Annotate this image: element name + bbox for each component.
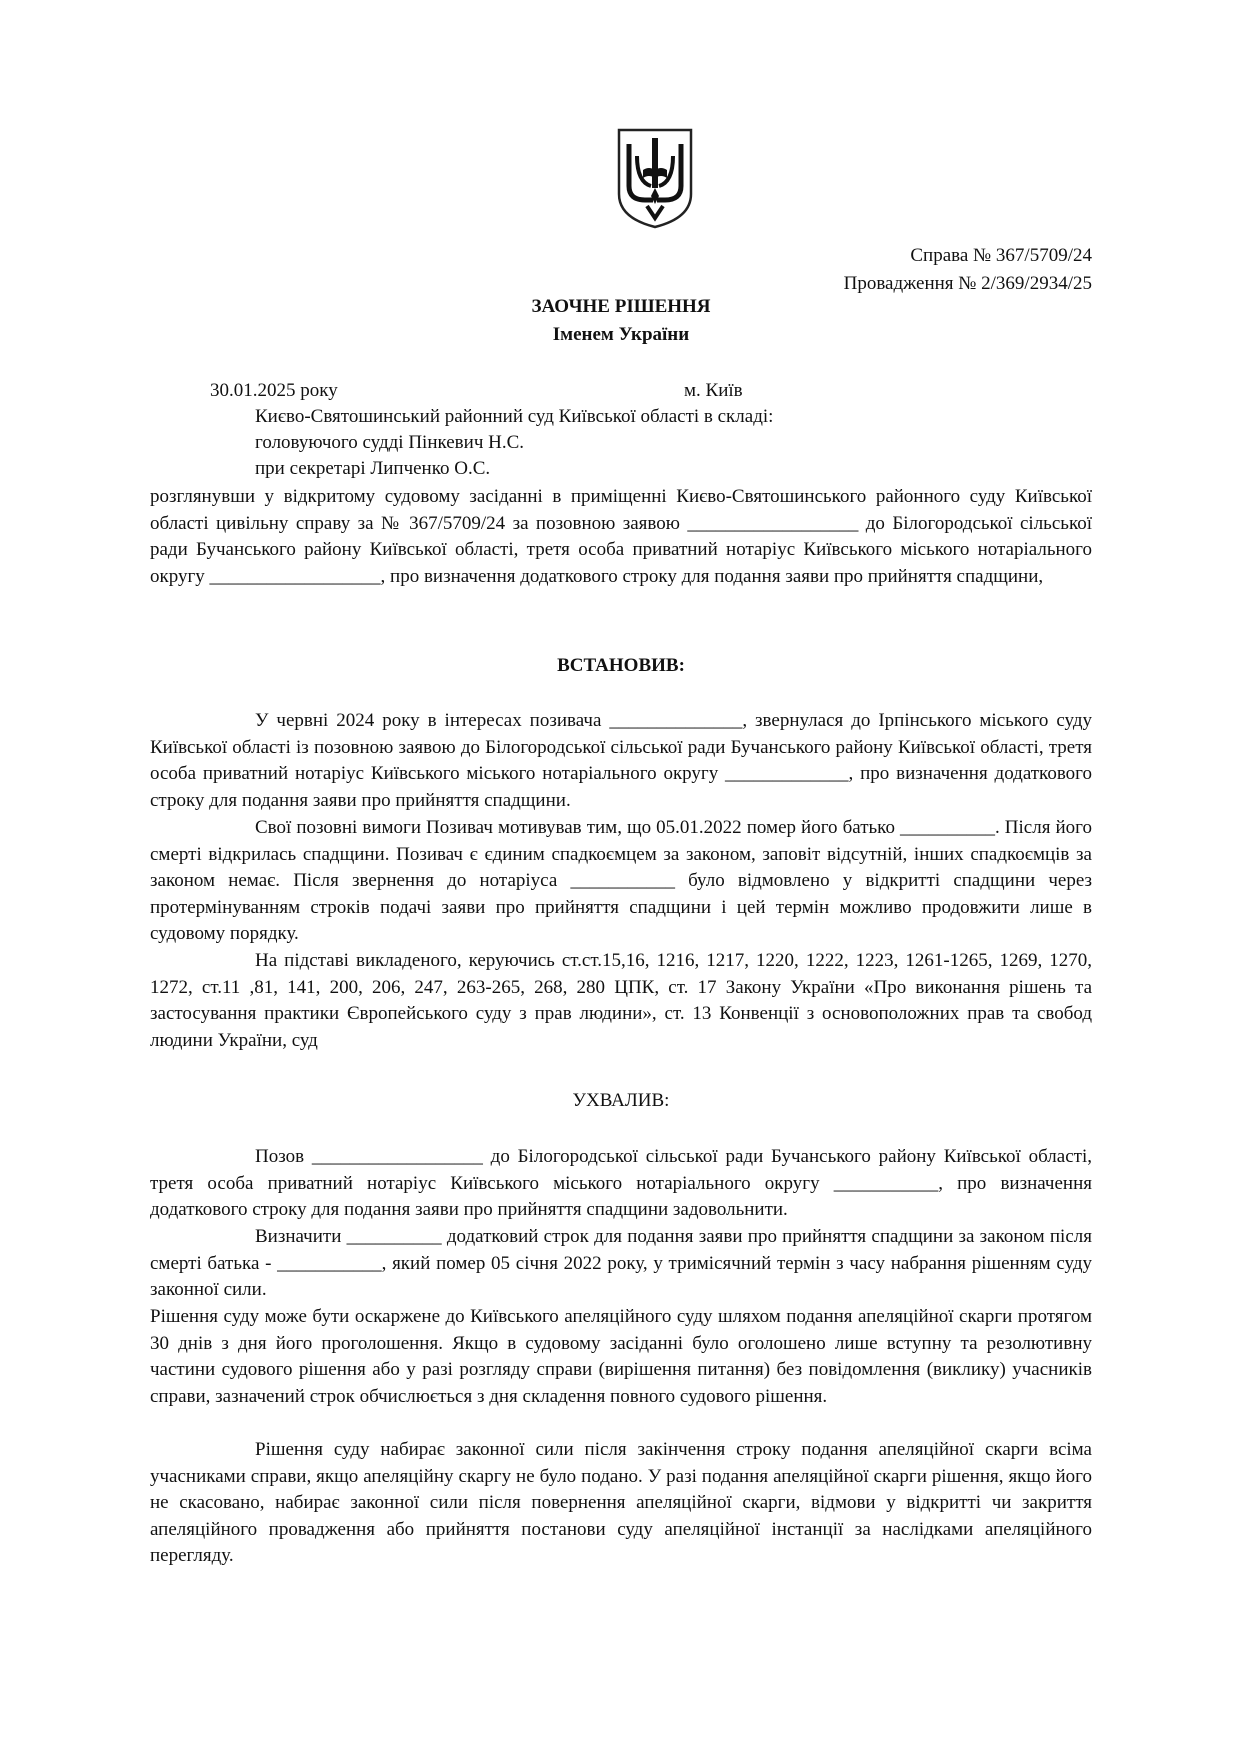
- decision-city: м. Київ: [684, 380, 743, 401]
- established-paragraph: У червні 2024 року в інтересах позивача ______________, звернулася до Ірпінського міського суду Київської області із позовною заявою до Білогородської сільської ради Бучанського району Київської області, третя особа приватний нотаріус Київського міського нотаріального округу _____________, про визначення додаткового строку для подання заяви про прийняття спадщини.: [150, 710, 1092, 811]
- established-paragraph: На підставі викладеного, керуючись ст.ст.15,16, 1216, 1217, 1220, 1222, 1223, 1261-1265, 1269, 1270, 1272, ст.11 ,81, 141, 200, 206, 247, 263-265, 268, 280 ЦПК, ст. 17 Закону України «Про виконання рішень та застосування практики Європейського суду з прав людини», ст. 13 Конвенції з основоположних прав та свобод людини України, суд: [150, 950, 1092, 1051]
- presiding-judge: головуючого судді Пінкевич Н.С.: [255, 432, 525, 453]
- resolved-heading: УХВАЛИВ:: [572, 1090, 670, 1111]
- court-secretary: при секретарі Липченко О.С.: [255, 458, 491, 479]
- resolved-paragraph: Визначити __________ додатковий строк для подання заяви про прийняття спадщини за законом після смерті батька - ___________, який помер 05 січня 2022 року, у тримісячний термін з часу набрання рішенням суду законної сили.: [150, 1226, 1092, 1300]
- case-number: Справа № 367/5709/24: [910, 245, 1092, 266]
- resolved-paragraph: Рішення суду набирає законної сили після закінчення строку подання апеляційної скарги всіма учасниками справи, якщо апеляційну скаргу не було подано. У разі подання апеляційної скарги рішення, якщо його не скасовано, набирає законної сили після повернення апеляційної скарги, відмови у відкритті чи закриття апеляційного провадження або прийняття постанови суду апеляційної інстанції за наслідками апеляційного перегляду.: [150, 1439, 1092, 1566]
- document-subtitle: Іменем України: [552, 324, 690, 345]
- established-heading: ВСТАНОВИВ:: [557, 655, 685, 676]
- resolved-paragraph: Позов __________________ до Білогородської сільської ради Бучанського району Київської області, третя особа приватний нотаріус Київського міського нотаріального округу ___________, про визначення додаткового строку для подання заяви про прийняття спадщини задовольнити.: [150, 1146, 1092, 1220]
- established-paragraph: Свої позовні вимоги Позивач мотивував тим, що 05.01.2022 помер його батько __________. Після його смерті відкрилась спадщини. Позивач є єдиним спадкоємцем за законом, заповіт відсутній, інших спадкоємців за законом немає. Після звернення до нотаріуса ___________ було відмовлено у відкритті спадщини через протермінуванням строків подачі заяви про прийняття спадщини і цей термін можливо продовжити лише в судовому порядку.: [150, 817, 1092, 944]
- intro-paragraph: розглянувши у відкритому судовому засіданні в приміщенні Києво-Святошинського районного суду Київської області цивільну справу за № 367/5709/24 за позовною заявою __________________ до Білогородської сільської ради Бучанського району Київської області, третя особа приватний нотаріус Київського міського нотаріального округу __________________, про визначення додаткового строку для подання заяви про прийняття спадщини,: [150, 486, 1092, 587]
- document-title: ЗАОЧНЕ РІШЕННЯ: [531, 296, 711, 317]
- resolved-paragraph: Рішення суду може бути оскаржене до Київського апеляційного суду шляхом подання апеляційної скарги протягом 30 днів з дня його проголошення. Якщо в судовому засіданні було оголошено лише вступну та резолютивну частини судового рішення або у разі розгляду справи (вирішення питання) без повідомлення (виклику) учасників справи, зазначений строк обчислюється з дня складення повного судового рішення.: [150, 1306, 1092, 1407]
- decision-date: 30.01.2025 року: [210, 380, 338, 401]
- trident-coat-of-arms-icon: [615, 126, 695, 230]
- proceeding-number: Провадження № 2/369/2934/25: [843, 273, 1092, 294]
- case-reference: [844, 242, 1092, 298]
- court-composition: Києво-Святошинський районний суд Київської області в складі:: [255, 406, 774, 427]
